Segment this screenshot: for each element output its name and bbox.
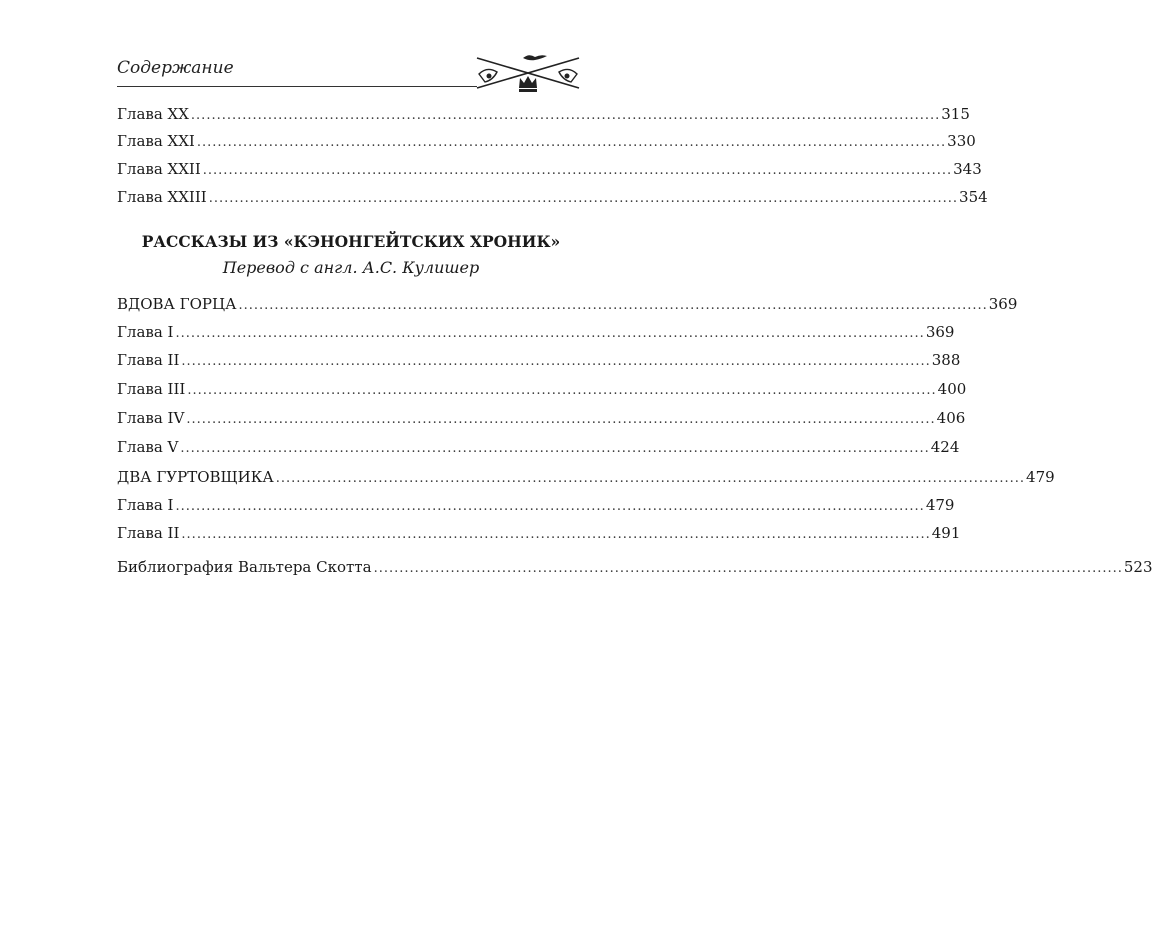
toc-entry-label: Библиография Вальтера Скотта bbox=[117, 558, 372, 576]
toc-entry-label: Глава IV bbox=[117, 409, 185, 427]
leader-dots: .................................................................................................................................................. bbox=[275, 471, 1026, 486]
toc-entry-page: 406 bbox=[936, 409, 966, 427]
toc-entry-page: 369 bbox=[925, 323, 955, 341]
leader-dots: .................................................................................................................................................. bbox=[181, 527, 931, 542]
toc-entry[interactable] bbox=[117, 129, 976, 153]
running-head-title: Содержание bbox=[117, 58, 234, 78]
toc-entry-page: 523 bbox=[1123, 558, 1153, 576]
leader-dots: .................................................................................................................................................. bbox=[175, 326, 925, 341]
toc-entry-label: Глава I bbox=[117, 496, 174, 514]
toc-entry-label: ДВА ГУРТОВЩИКА bbox=[117, 468, 274, 486]
toc-entry[interactable] bbox=[117, 102, 970, 126]
leader-dots: .................................................................................................................................................. bbox=[208, 191, 959, 206]
toc-entry-page: 315 bbox=[941, 105, 970, 123]
toc-entry-page: 479 bbox=[925, 496, 955, 514]
toc-entry-label: ВДОВА ГОРЦА bbox=[117, 295, 237, 313]
toc-entry-page: 479 bbox=[1026, 468, 1055, 486]
toc-entry-label: Глава II bbox=[117, 524, 180, 542]
toc-entry[interactable] bbox=[117, 406, 966, 430]
toc-entry[interactable] bbox=[117, 185, 988, 209]
toc-entry-label: Глава I bbox=[117, 323, 174, 341]
leader-dots: .................................................................................................................................................. bbox=[186, 412, 936, 427]
table-of-contents bbox=[117, 0, 1153, 931]
toc-entry-page: 330 bbox=[947, 132, 976, 150]
toc-entry-label: Глава XX bbox=[117, 105, 189, 123]
toc-entry[interactable] bbox=[117, 555, 1153, 579]
toc-entry[interactable] bbox=[117, 493, 955, 517]
leader-dots: .................................................................................................................................................. bbox=[180, 441, 930, 456]
leader-dots: .................................................................................................................................................. bbox=[202, 163, 953, 178]
leader-dots: .................................................................................................................................................. bbox=[238, 298, 988, 313]
toc-entry[interactable] bbox=[117, 377, 967, 401]
toc-entry-label: Глава II bbox=[117, 351, 180, 369]
toc-entry-page: 369 bbox=[988, 295, 1018, 313]
toc-entry[interactable] bbox=[117, 292, 1018, 316]
toc-entry-label: Глава XXIII bbox=[117, 188, 207, 206]
toc-entry[interactable] bbox=[117, 348, 961, 372]
leader-dots: .................................................................................................................................................. bbox=[187, 383, 937, 398]
toc-entry-label: Глава III bbox=[117, 380, 186, 398]
toc-entry-page: 424 bbox=[930, 438, 960, 456]
toc-entry[interactable] bbox=[117, 521, 961, 545]
toc-entry-page: 354 bbox=[959, 188, 988, 206]
toc-entry-page: 388 bbox=[931, 351, 961, 369]
toc-entry-label: Глава V bbox=[117, 438, 179, 456]
section-subtitle: Перевод с англ. А.С. Кулишер bbox=[222, 258, 480, 277]
toc-entry[interactable] bbox=[117, 435, 960, 459]
toc-entry-page: 400 bbox=[937, 380, 967, 398]
leader-dots: .................................................................................................................................................. bbox=[373, 561, 1123, 576]
toc-entry-page: 343 bbox=[953, 160, 982, 178]
toc-entry-page: 491 bbox=[931, 524, 961, 542]
toc-entry[interactable] bbox=[117, 320, 955, 344]
leader-dots: .................................................................................................................................................. bbox=[181, 354, 931, 369]
leader-dots: .................................................................................................................................................. bbox=[190, 108, 941, 123]
leader-dots: .................................................................................................................................................. bbox=[196, 135, 947, 150]
leader-dots: .................................................................................................................................................. bbox=[175, 499, 925, 514]
section-title: РАССКАЗЫ ИЗ «КЭНОНГЕЙТСКИХ ХРОНИК» bbox=[141, 232, 561, 251]
toc-entry-label: Глава XXI bbox=[117, 132, 195, 150]
toc-entry-label: Глава XXII bbox=[117, 160, 201, 178]
toc-entry[interactable] bbox=[117, 465, 1055, 489]
toc-entry[interactable] bbox=[117, 157, 982, 181]
